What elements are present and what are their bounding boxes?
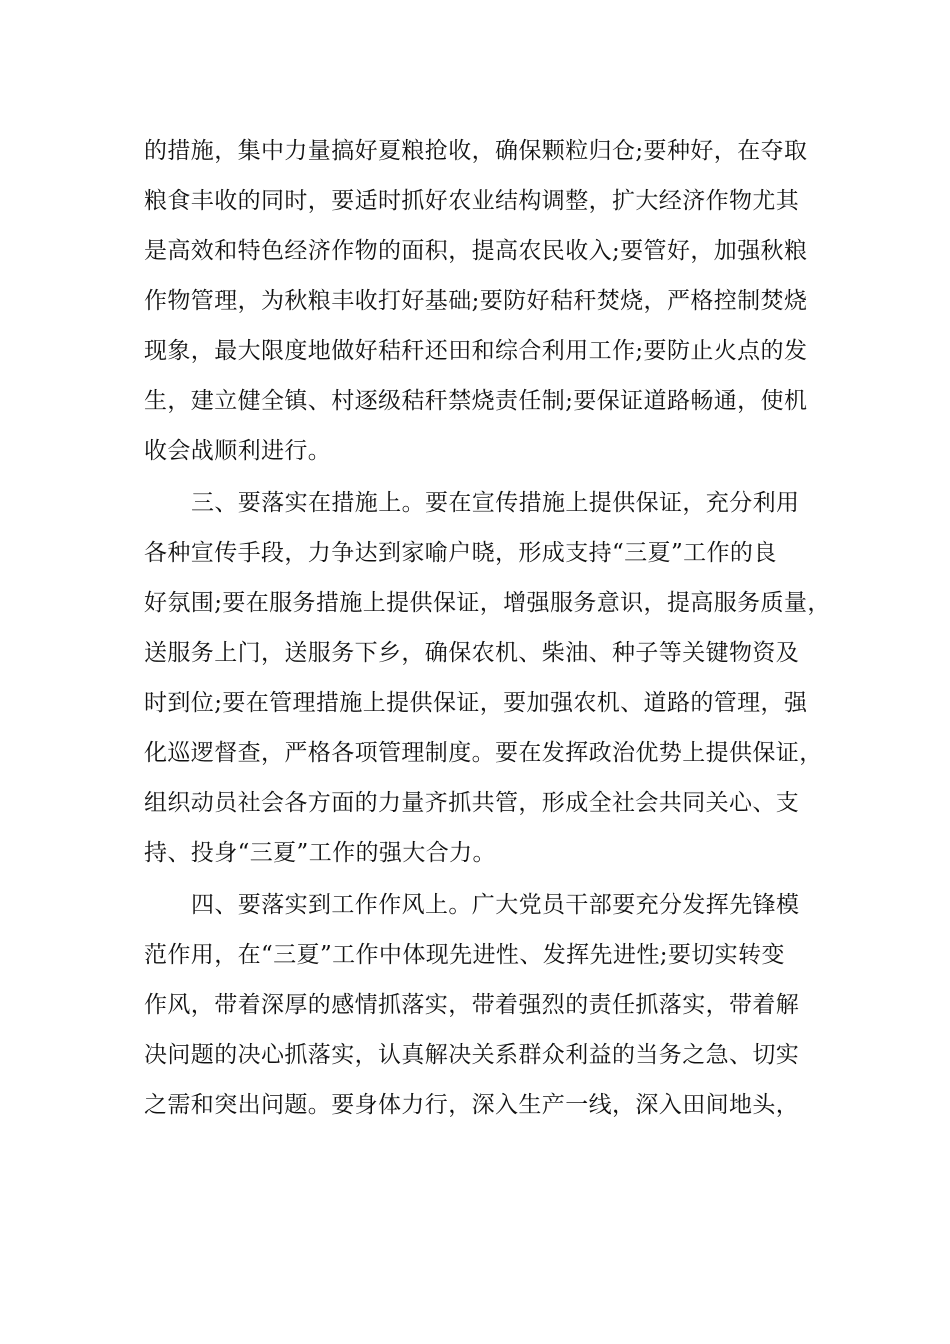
paragraph-heading-line: 四、要落实到工作作风上。广大党员干部要充分发挥先锋模 [191, 892, 800, 918]
text-line: 粮食丰收的同时，要适时抓好农业结构调整，扩大经济作物尤其 [144, 188, 800, 214]
text-line: 现象，最大限度地做好秸秆还田和综合利用工作;要防止火点的发 [144, 338, 808, 364]
text-line: 时到位;要在管理措施上提供保证，要加强农机、道路的管理，强 [144, 690, 808, 716]
text-line: 好氛围;要在服务措施上提供保证，增强服务意识，提高服务质量， [144, 590, 831, 616]
text-line: 组织动员社会各方面的力量齐抓共管，形成全社会共同关心、支 [144, 790, 800, 816]
text-line: 各种宣传手段，力争达到家喻户晓，形成支持“三夏”工作的良 [144, 540, 777, 566]
text-line: 送服务上门，送服务下乡，确保农机、柴油、种子等关键物资及 [144, 640, 800, 666]
text-line: 作风，带着深厚的感情抓落实，带着强烈的责任抓落实，带着解 [144, 992, 800, 1018]
text-line: 决问题的决心抓落实，认真解决关系群众利益的当务之急、切实 [144, 1042, 800, 1068]
text-line: 收会战顺利进行。 [144, 438, 332, 464]
text-line: 生，建立健全镇、村逐级秸秆禁烧责任制;要保证道路畅通，使机 [144, 388, 808, 414]
text-line: 之需和突出问题。要身体力行，深入生产一线，深入田间地头， [144, 1092, 800, 1118]
text-line: 作物管理，为秋粮丰收打好基础;要防好秸秆焚烧，严格控制焚烧 [144, 288, 808, 314]
text-line: 持、投身“三夏”工作的强大合力。 [144, 840, 496, 866]
paragraph-heading-line: 三、要落实在措施上。要在宣传措施上提供保证，充分利用 [191, 490, 800, 516]
text-line: 范作用，在“三夏”工作中体现先进性、发挥先进性;要切实转变 [144, 942, 785, 968]
text-line: 是高效和特色经济作物的面积，提高农民收入;要管好，加强秋粮 [144, 238, 808, 264]
text-line: 化巡逻督查，严格各项管理制度。要在发挥政治优势上提供保证， [144, 740, 823, 766]
text-line: 的措施，集中力量搞好夏粮抢收，确保颗粒归仓;要种好，在夺取 [144, 138, 808, 164]
